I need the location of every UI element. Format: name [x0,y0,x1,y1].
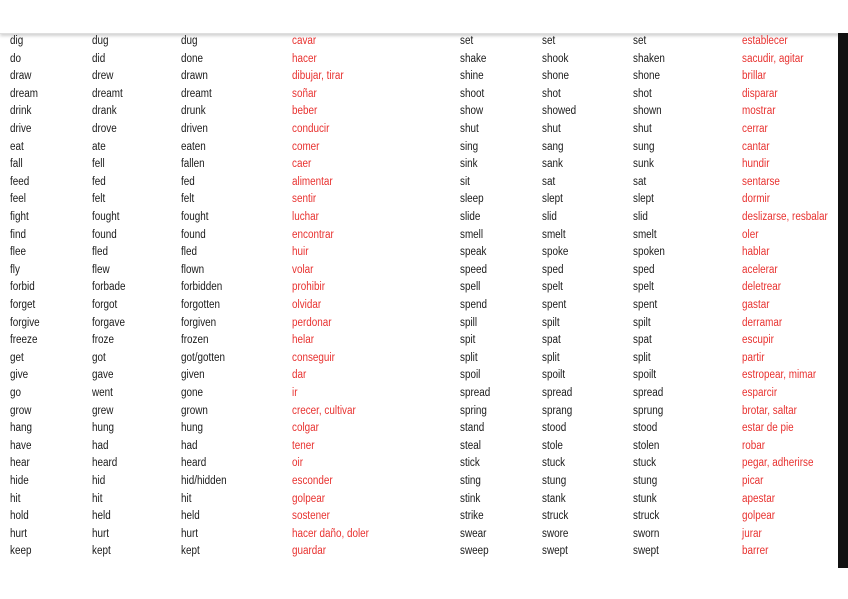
right-infinitive: spit [460,334,476,347]
left-past-simple: hid [92,475,106,487]
table-row [0,279,838,297]
right-infinitive: spend [460,299,487,311]
left-past-simple: fed [92,175,106,188]
left-past-simple: did [92,52,106,65]
right-past-participle: spilt [633,316,651,329]
table-row [0,350,838,368]
right-past-participle: sped [633,263,655,276]
right-past-participle: split [633,351,651,364]
left-spanish-meaning: helar [292,334,314,347]
left-past-simple: found [92,228,117,241]
right-infinitive: slide [460,211,481,223]
left-past-simple: had [92,439,109,452]
left-past-participle: forgotten [181,299,221,311]
table-row [0,438,838,456]
table-row [0,385,838,403]
left-infinitive: flee [10,246,26,259]
verb-table [0,33,848,568]
right-spanish-meaning: oler [742,228,759,241]
right-infinitive: sweep [460,545,489,558]
right-past-simple: spoilt [542,369,566,382]
right-past-simple: sat [542,175,556,188]
left-infinitive: fly [10,263,20,276]
left-past-participle: fallen [181,158,205,171]
right-infinitive: show [460,105,484,118]
right-past-simple: shook [542,52,569,65]
right-infinitive: sleep [460,193,484,206]
left-spanish-meaning: luchar [292,211,319,223]
table-row [0,51,838,69]
right-past-participle: spent [633,299,658,311]
left-spanish-meaning: oir [292,457,303,470]
right-past-participle: spat [633,334,652,347]
right-infinitive: swear [460,527,487,540]
table-row [0,526,838,544]
right-spanish-meaning: apestar [742,492,775,505]
left-spanish-meaning: soñar [292,87,317,100]
right-past-simple: showed [542,105,577,118]
right-past-simple: struck [542,510,569,523]
right-past-participle: stood [633,422,658,435]
right-spanish-meaning: dormir [742,193,771,206]
left-past-participle: drunk [181,105,206,118]
table-row [0,543,838,561]
right-infinitive: shoot [460,87,485,100]
right-spanish-meaning: sentarse [742,175,780,188]
left-past-simple: fought [92,211,120,223]
left-infinitive: forgive [10,316,40,329]
right-infinitive: spoil [460,369,481,382]
left-past-participle: hung [181,422,204,435]
right-past-participle: shut [633,123,652,135]
right-spanish-meaning: establecer [742,35,788,47]
right-spanish-meaning: derramar [742,316,783,329]
left-infinitive: fall [10,158,23,171]
right-spanish-meaning: estar de pie [742,422,794,435]
right-past-participle: spelt [633,281,654,294]
left-spanish-meaning: hacer [292,52,317,65]
right-past-simple: shut [542,123,561,135]
table-row [0,455,838,473]
left-past-simple: fled [92,246,108,259]
right-past-simple: spent [542,299,567,311]
left-past-participle: fed [181,175,195,188]
left-past-participle: dug [181,35,198,47]
left-infinitive: keep [10,545,32,558]
right-past-simple: smelt [542,228,566,241]
viewer-top-bar [0,0,848,34]
right-past-simple: sped [542,263,564,276]
left-past-simple: gave [92,369,114,382]
right-spanish-meaning: mostrar [742,105,776,118]
right-past-simple: spoke [542,246,569,259]
left-infinitive: dig [10,35,24,47]
left-past-simple: drank [92,105,117,118]
table-row [0,139,838,157]
left-infinitive: hear [10,457,30,470]
left-spanish-meaning: ir [292,387,298,399]
left-past-simple: dug [92,35,109,47]
left-past-participle: drawn [181,70,208,83]
right-infinitive: split [460,351,478,364]
right-past-simple: sang [542,140,564,153]
right-infinitive: spell [460,281,481,294]
left-spanish-meaning: conducir [292,123,330,135]
right-spanish-meaning: cantar [742,140,770,153]
left-past-participle: hit [181,492,192,505]
left-spanish-meaning: colgar [292,422,319,435]
left-spanish-meaning: golpear [292,492,326,505]
left-past-participle: forgiven [181,316,217,329]
left-past-participle: found [181,228,206,241]
right-past-simple: spat [542,334,561,347]
left-spanish-meaning: huir [292,246,309,259]
left-spanish-meaning: esconder [292,475,333,487]
left-past-simple: grew [92,404,114,417]
left-spanish-meaning: comer [292,140,320,153]
right-infinitive: shut [460,123,479,135]
left-infinitive: draw [10,70,32,83]
table-row [0,68,838,86]
left-infinitive: drink [10,105,32,118]
right-infinitive: smell [460,228,484,241]
left-past-simple: hit [92,492,103,505]
left-past-simple: drove [92,123,117,135]
right-past-participle: stolen [633,439,660,452]
left-spanish-meaning: dibujar, tirar [292,70,344,83]
left-infinitive: forbid [10,281,35,294]
right-past-participle: struck [633,510,660,523]
right-past-simple: shot [542,87,561,100]
table-row [0,209,838,227]
left-past-simple: felt [92,193,106,206]
left-past-simple: drew [92,70,114,83]
right-past-participle: stunk [633,492,657,505]
left-past-participle: forbidden [181,281,223,294]
scrollbar[interactable] [838,33,848,568]
right-spanish-meaning: hablar [742,246,770,259]
left-past-simple: went [92,387,113,399]
table-row [0,473,838,491]
table-row [0,191,838,209]
right-past-simple: stuck [542,457,566,470]
left-infinitive: forget [10,299,36,311]
right-past-participle: spread [633,387,664,399]
table-row [0,315,838,333]
right-infinitive: sting [460,475,481,487]
right-infinitive: stand [460,422,485,435]
right-past-simple: stank [542,492,566,505]
table-row [0,121,838,139]
right-past-participle: shot [633,87,652,100]
right-past-simple: spelt [542,281,563,294]
right-infinitive: stink [460,492,481,505]
right-past-participle: swept [633,545,659,558]
right-past-simple: set [542,35,556,47]
table-row [0,33,838,51]
left-past-simple: ate [92,140,106,153]
right-spanish-meaning: picar [742,475,764,487]
left-infinitive: hang [10,422,33,435]
right-past-participle: smelt [633,228,657,241]
right-past-participle: sung [633,140,655,153]
table-row [0,332,838,350]
right-past-simple: stole [542,439,563,452]
left-spanish-meaning: crecer, cultivar [292,404,356,417]
right-past-participle: stung [633,475,658,487]
left-infinitive: hide [10,475,29,487]
left-past-participle: hid/hidden [181,475,227,487]
left-past-participle: had [181,439,198,452]
left-spanish-meaning: dar [292,369,307,382]
left-past-participle: dreamt [181,87,212,100]
left-past-simple: kept [92,545,111,558]
left-infinitive: hurt [10,527,28,540]
left-past-simple: forgave [92,316,125,329]
right-past-simple: slept [542,193,563,206]
left-infinitive: give [10,369,29,382]
right-past-simple: sank [542,158,563,171]
right-spanish-meaning: brotar, saltar [742,404,797,417]
left-infinitive: find [10,228,26,241]
right-spanish-meaning: acelerar [742,263,778,276]
right-past-simple: shone [542,70,569,83]
left-past-simple: got [92,351,106,364]
right-infinitive: spring [460,404,487,417]
right-past-simple: swept [542,545,568,558]
left-spanish-meaning: beber [292,105,318,118]
left-past-simple: flew [92,263,110,276]
right-past-participle: sat [633,175,647,188]
table-row [0,156,838,174]
right-spanish-meaning: estropear, mimar [742,369,817,382]
left-spanish-meaning: volar [292,263,314,276]
right-spanish-meaning: brillar [742,70,767,83]
right-past-simple: slid [542,211,557,223]
table-row [0,86,838,104]
right-spanish-meaning: esparcir [742,387,778,399]
left-past-simple: forgot [92,299,118,311]
right-spanish-meaning: jurar [742,527,762,540]
left-past-participle: grown [181,404,208,417]
right-spanish-meaning: hundir [742,158,770,171]
left-past-simple: dreamt [92,87,123,100]
left-past-participle: hurt [181,527,199,540]
left-past-participle: fought [181,211,209,223]
right-infinitive: speak [460,246,487,259]
left-infinitive: fight [10,211,29,223]
table-row [0,403,838,421]
table-row [0,174,838,192]
left-past-participle: felt [181,193,195,206]
right-past-participle: shone [633,70,660,83]
right-spanish-meaning: golpear [742,510,776,523]
left-past-participle: done [181,52,204,65]
table-row [0,367,838,385]
left-infinitive: feed [10,175,30,188]
left-past-simple: held [92,510,111,523]
right-infinitive: spread [460,387,491,399]
right-spanish-meaning: deslizarse, resbalar [742,211,828,223]
left-past-participle: given [181,369,205,382]
right-infinitive: sing [460,140,479,153]
right-spanish-meaning: escupir [742,334,774,347]
left-infinitive: dream [10,87,39,100]
right-past-simple: spread [542,387,573,399]
right-past-participle: stuck [633,457,657,470]
right-spanish-meaning: pegar, adherirse [742,457,814,470]
left-spanish-meaning: alimentar [292,175,333,188]
right-past-participle: shown [633,105,662,118]
left-past-participle: held [181,510,200,523]
left-spanish-meaning: prohibir [292,281,325,294]
left-past-participle: eaten [181,140,206,153]
left-spanish-meaning: perdonar [292,316,332,329]
left-spanish-meaning: conseguir [292,351,335,364]
table-row [0,491,838,509]
right-spanish-meaning: barrer [742,545,769,558]
left-infinitive: have [10,439,32,452]
table-row [0,508,838,526]
right-infinitive: shine [460,70,484,83]
right-past-participle: spoilt [633,369,657,382]
right-past-simple: stung [542,475,567,487]
right-spanish-meaning: deletrear [742,281,782,294]
left-past-simple: fell [92,158,105,171]
left-past-simple: forbade [92,281,126,294]
right-infinitive: set [460,35,474,47]
left-past-participle: kept [181,545,200,558]
right-infinitive: stick [460,457,480,470]
left-infinitive: go [10,387,22,399]
table-row [0,227,838,245]
right-infinitive: sink [460,158,478,171]
left-infinitive: hit [10,492,21,505]
left-past-participle: got/gotten [181,351,225,364]
right-past-simple: swore [542,527,569,540]
left-infinitive: freeze [10,334,38,347]
left-past-participle: frozen [181,334,209,347]
left-past-participle: fled [181,246,197,259]
left-infinitive: eat [10,140,24,153]
left-spanish-meaning: tener [292,439,315,452]
left-spanish-meaning: olvidar [292,299,322,311]
right-spanish-meaning: disparar [742,87,778,100]
left-past-participle: driven [181,123,208,135]
left-spanish-meaning: encontrar [292,228,334,241]
left-past-participle: heard [181,457,207,470]
right-past-simple: split [542,351,560,364]
right-spanish-meaning: gastar [742,299,770,311]
right-past-participle: shaken [633,52,665,65]
left-infinitive: drive [10,123,32,135]
left-past-participle: gone [181,387,204,399]
right-past-participle: set [633,35,647,47]
right-infinitive: sit [460,175,470,188]
table-row [0,244,838,262]
left-past-simple: hurt [92,527,110,540]
left-spanish-meaning: sentir [292,193,317,206]
left-past-participle: flown [181,263,205,276]
left-past-simple: froze [92,334,114,347]
right-past-simple: stood [542,422,567,435]
right-past-participle: slid [633,211,648,223]
left-infinitive: grow [10,404,32,417]
left-spanish-meaning: caer [292,158,312,171]
right-past-simple: sprang [542,404,573,417]
right-infinitive: steal [460,439,481,452]
right-past-participle: sprung [633,404,664,417]
table-row [0,297,838,315]
left-spanish-meaning: hacer daño, doler [292,527,369,540]
left-past-simple: hung [92,422,115,435]
right-past-participle: sunk [633,158,654,171]
right-infinitive: speed [460,263,487,276]
table-row [0,262,838,280]
left-past-simple: heard [92,457,118,470]
right-spanish-meaning: sacudir, agitar [742,52,804,65]
left-spanish-meaning: guardar [292,545,327,558]
right-infinitive: strike [460,510,484,523]
left-spanish-meaning: sostener [292,510,330,523]
right-past-simple: spilt [542,316,560,329]
left-spanish-meaning: cavar [292,35,317,47]
right-infinitive: spill [460,316,478,329]
left-infinitive: do [10,52,22,65]
left-infinitive: hold [10,510,29,523]
right-spanish-meaning: cerrar [742,123,768,135]
right-spanish-meaning: partir [742,351,765,364]
page-bottom-margin [0,568,848,599]
right-past-participle: sworn [633,527,660,540]
right-past-participle: slept [633,193,654,206]
table-row [0,420,838,438]
left-infinitive: get [10,351,24,364]
right-past-participle: spoken [633,246,665,259]
right-spanish-meaning: robar [742,439,766,452]
right-infinitive: shake [460,52,487,65]
table-row [0,103,838,121]
left-infinitive: feel [10,193,26,206]
